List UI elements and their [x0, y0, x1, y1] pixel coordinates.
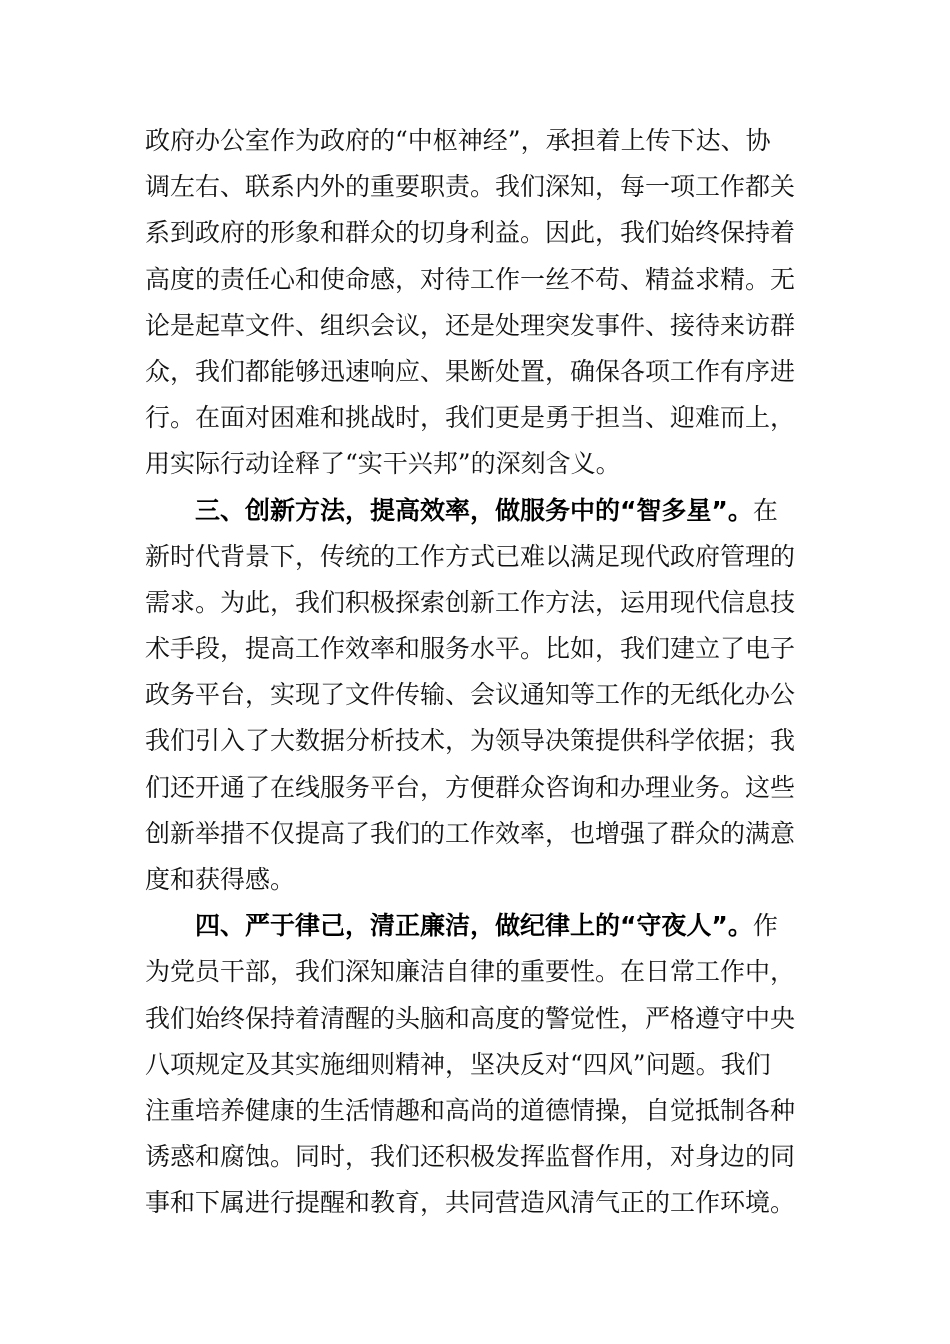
- text-line: 众，我们都能够迅速响应、果断处置，确保各项工作有序进: [145, 356, 796, 386]
- text-line: 论是起草文件、组织会议，还是处理突发事件、接待来访群: [145, 310, 796, 340]
- text-line: 政务平台，实现了文件传输、会议通知等工作的无纸化办公: [145, 680, 796, 710]
- text-line: 创新举措不仅提高了我们的工作效率，也增强了群众的满意: [145, 818, 796, 848]
- text-line: 我们始终保持着清醒的头脑和高度的警觉性，严格遵守中央: [145, 1003, 796, 1033]
- text-line: 们还开通了在线服务平台，方便群众咨询和办理业务。这些: [145, 772, 796, 802]
- section-4-paragraph: [145, 903, 810, 1226]
- document-body: [145, 118, 810, 1227]
- text-line: 度和获得感。: [145, 865, 296, 894]
- section-3-first-line-tail: 在: [752, 495, 778, 525]
- text-line: 事和下属进行提醒和教育，共同营造风清气正的工作环境。: [145, 1188, 796, 1218]
- text-line: 行。在面对困难和挑战时，我们更是勇于担当、迎难而上，: [145, 403, 796, 433]
- paragraph-1: [145, 118, 810, 488]
- section-4-first-line-tail: 作: [752, 911, 778, 941]
- text-line: 新时代背景下，传统的工作方式已难以满足现代政府管理的: [145, 541, 796, 571]
- section-3-paragraph: [145, 488, 810, 904]
- section-3-first-line: [145, 488, 810, 534]
- text-line: 注重培养健康的生活情趣和高尚的道德情操，自觉抵制各种: [145, 1095, 796, 1125]
- text-line: 系到政府的形象和群众的切身利益。因此，我们始终保持着: [145, 218, 796, 248]
- text-line: 术手段，提高工作效率和服务水平。比如，我们建立了电子: [145, 634, 796, 664]
- text-line: 我们引入了大数据分析技术，为领导决策提供科学依据；我: [145, 726, 796, 756]
- section-3-heading: 三、创新方法，提高效率，做服务中的“智多星”。: [195, 495, 753, 525]
- text-line: 高度的责任心和使命感，对待工作一丝不苟、精益求精。无: [145, 264, 796, 294]
- section-4-first-line: [145, 903, 810, 949]
- text-line: 为党员干部，我们深知廉洁自律的重要性。在日常工作中，: [145, 957, 796, 987]
- text-line: 用实际行动诠释了“实干兴邦”的深刻含义。: [145, 449, 621, 479]
- text-line: 政府办公室作为政府的“中枢神经”，承担着上传下达、协: [145, 126, 771, 155]
- section-4-heading: 四、严于律己，清正廉洁，做纪律上的“守夜人”。: [195, 911, 753, 941]
- text-line: 诱惑和腐蚀。同时，我们还积极发挥监督作用，对身边的同: [145, 1142, 796, 1172]
- text-line: 八项规定及其实施细则精神，坚决反对“四风”问题。我们: [145, 1049, 771, 1079]
- text-line: 需求。为此，我们积极探索创新工作方法，运用现代信息技: [145, 587, 796, 617]
- text-line: 调左右、联系内外的重要职责。我们深知，每一项工作都关: [145, 172, 796, 202]
